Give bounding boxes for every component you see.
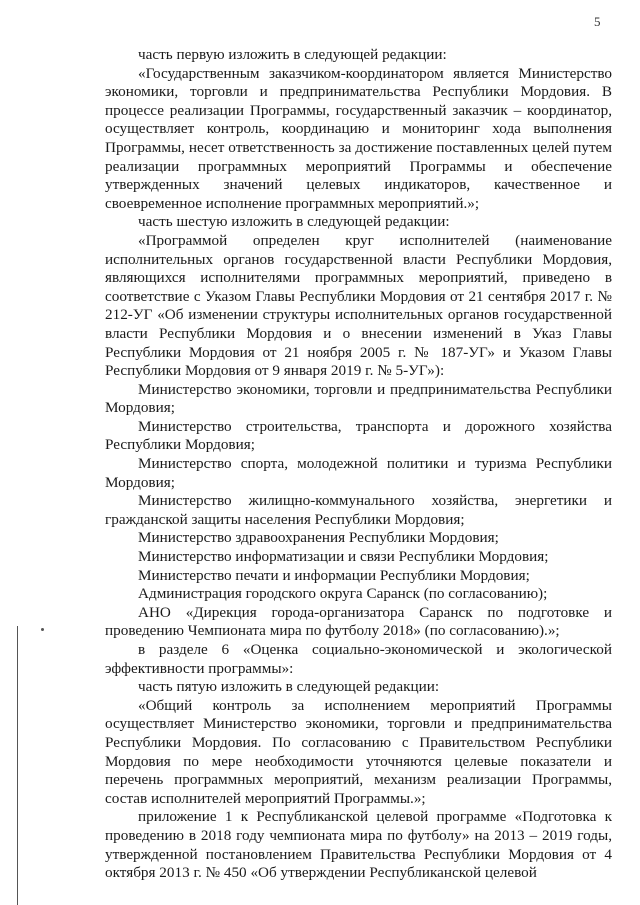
paragraph: Министерство спорта, молодежной политики и туризма Республики Мордовия;: [105, 455, 612, 491]
paragraph: «Программой определен круг исполнителей (наименование исполнительных органов государственной власти Республики Мордовия, являющихся исполнителями программных мероприятий, приведено в соответствие с Указом Главы Республики Мордовия от 21 сентября 2017 г. № 212-УГ «Об изменении структуры исполнительных органов государственной власти Республики Мордовия и о внесении изменений в Указ Главы Республики Мордовия от 21 ноября 2005 г. № 187-УГ» и Указом Главы Республики Мордовия от 9 января 2019 г. № 5-УГ»):: [105, 231, 612, 380]
paragraph: часть пятую изложить в следующей редакции:: [138, 678, 440, 696]
paragraph: приложение 1 к Республиканской целевой программе «Подготовка к проведению в 2018 году чемпионата мира по футболу» на 2013 – 2019 годы, утвержденной постановлением Правительства Республики Мордовия от 4 октября 2013 г. № 450 «Об утверждении Республиканской целевой: [105, 808, 612, 882]
paragraph: Министерство жилищно-коммунального хозяйства, энергетики и гражданской защиты населения Республики Мордовия;: [105, 492, 612, 528]
scan-margin-line: [17, 626, 18, 905]
paragraph: «Государственным заказчиком-координатором является Министерство экономики, торговли и предпринимательства Республики Мордовия. В процессе реализации Программы, государственный заказчик – координатор, осуществляет контроль, координацию и мониторинг хода выполнения Программы, несет ответственность за достижение поставленных целей путем реализации программных мероприятий Программы и обеспечение утвержденных значений целевых индикаторов, качественное и своевременное исполнение программных мероприятий.»;: [105, 64, 612, 212]
paragraph: Министерство печати и информации Республики Мордовия;: [138, 566, 530, 584]
paragraph: Министерство информатизации и связи Республики Мордовия;: [138, 548, 549, 566]
paragraph: в разделе 6 «Оценка социально-экономической и экологической эффективности программы»:: [105, 641, 612, 677]
paragraph: часть первую изложить в следующей редакции:: [138, 46, 447, 63]
scan-margin-mark: [41, 628, 44, 631]
page-number: 5: [594, 14, 601, 29]
document-body: [105, 46, 612, 883]
paragraph: Администрация городского округа Саранск (по согласованию);: [138, 585, 548, 603]
paragraph: Министерство экономики, торговли и предпринимательства Республики Мордовия;: [105, 380, 612, 417]
paragraph: Министерство здравоохранения Республики Мордовия;: [138, 529, 499, 547]
paragraph: АНО «Дирекция города-организатора Саранск по подготовке и проведению Чемпионата мира по футболу 2018» (по согласованию).»;: [105, 603, 612, 640]
paragraph: «Общий контроль за исполнением мероприятий Программы осуществляет Министерство экономики, торговли и предпринимательства Республики Мордовия. По согласованию с Правительством Республики Мордовия по мере необходимости уточняются целевые показатели и перечень программных мероприятий, механизм реализации Программы, состав исполнителей мероприятий Программы.»;: [105, 696, 612, 807]
paragraph: Министерство строительства, транспорта и дорожного хозяйства Республики Мордовия;: [105, 417, 612, 454]
paragraph: часть шестую изложить в следующей редакции:: [138, 213, 450, 231]
